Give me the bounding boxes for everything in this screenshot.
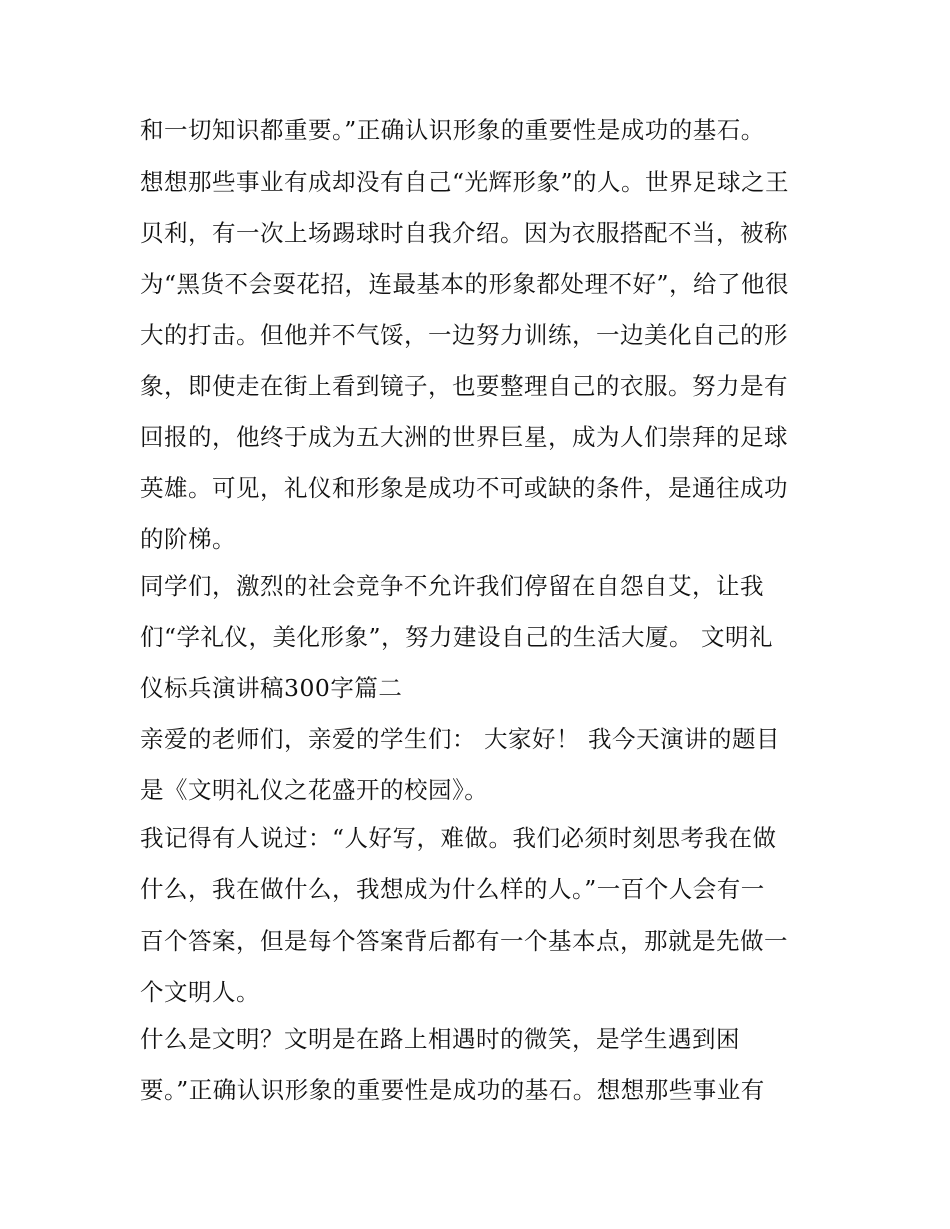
text-line-8: 英雄。可见，礼仪和形象是成功不可或缺的条件，是通往成功: [140, 474, 788, 502]
text-line-4: 为“黑货不会耍花招，连最基本的形象都处理不好”，给了他很: [140, 270, 790, 298]
text-line-14: 是《文明礼仪之花盛开的校园》。: [140, 776, 489, 804]
text-line-16: 什么，我在做什么，我想成为什么样的人。”一百个人会有一: [140, 875, 765, 903]
text-line-12: 仪标兵演讲稿300字篇二: [140, 674, 403, 702]
text-line-1: 和一切知识都重要。”正确认识形象的重要性是成功的基石。: [140, 116, 765, 144]
text-line-10: 同学们，激烈的社会竞争不允许我们停留在自怨自艾，让我: [140, 572, 764, 600]
text-line-5: 大的打击。但他并不气馁，一边努力训练，一边美化自己的形: [140, 321, 788, 349]
text-line-18: 个文明人。: [140, 978, 260, 1006]
text-line-11: 们“学礼仪，美化形象”，努力建设自己的生活大厦。 文明礼: [140, 623, 773, 651]
text-line-9: 的阶梯。: [140, 525, 236, 553]
text-line-7: 回报的，他终于成为五大洲的世界巨星，成为人们崇拜的足球: [140, 423, 788, 451]
text-line-17: 百个答案，但是每个答案背后都有一个基本点，那就是先做一: [140, 927, 788, 955]
text-line-13: 亲爱的老师们，亲爱的学生们： 大家好！ 我今天演讲的题目: [140, 725, 780, 753]
text-line-20: 要。”正确认识形象的重要性是成功的基石。想想那些事业有: [140, 1076, 765, 1104]
text-line-2: 想想那些事业有成却没有自己“光辉形象”的人。世界足球之王: [140, 168, 790, 196]
text-line-15: 我记得有人说过：“人好写，难做。我们必须时刻思考我在做: [140, 824, 777, 852]
text-line-3: 贝利，有一次上场踢球时自我介绍。因为衣服搭配不当，被称: [140, 219, 788, 247]
text-line-19: 什么是文明？文明是在路上相遇时的微笑，是学生遇到困: [140, 1025, 740, 1053]
text-line-6: 象，即使走在街上看到镜子，也要整理自己的衣服。努力是有: [140, 372, 788, 400]
